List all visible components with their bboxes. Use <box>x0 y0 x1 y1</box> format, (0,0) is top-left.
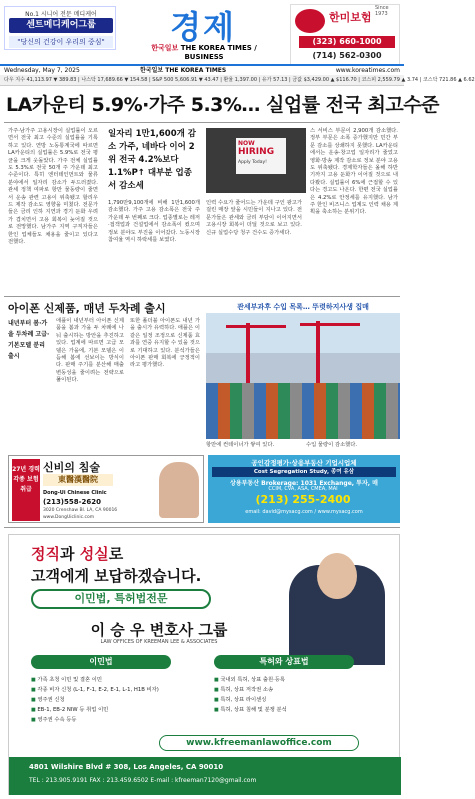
list-item: ■ 각종 비자 신청 (L-1, F-1, E-2, E-1, L-1, H1B 비자) <box>31 685 201 695</box>
immigration-list <box>31 675 201 725</box>
ad-line-1: 공인감정평가·상용부동산 기업시업체 <box>251 459 357 467</box>
appraisal-ad[interactable] <box>208 455 400 523</box>
port-photo <box>206 313 400 439</box>
clinic-name: Dong-Ui Chinese Clinic <box>43 490 107 496</box>
crane-icon <box>316 321 320 383</box>
dateline <box>0 64 404 75</box>
list-item: ■ 특허, 상표 침해 및 분쟁 분석 <box>214 705 384 715</box>
port-photo-caption: 관세부과후 수입 목록… 뚜렷하지사생 집매 <box>237 303 369 311</box>
paper-subtitle <box>142 43 266 61</box>
lawyer-portrait <box>289 565 385 665</box>
port-note-1: 항만에 컨테이너가 쌓여 있다. <box>206 442 275 448</box>
containers <box>206 383 400 439</box>
top-left-ad[interactable] <box>4 6 116 50</box>
hiring-sign-photo <box>206 128 306 193</box>
firm-name: 이 승 우 변호사 그룹 <box>90 621 228 639</box>
ad-badge: 27년 경력 각종 보험 취급 <box>12 459 40 521</box>
firm-address: 4801 Wilshire Blvd # 308, Los Angeles, CA 90010 <box>29 763 224 771</box>
ad-line-3: 상용부동산 Brokerage: 1031 Exchange, 투자, 매 <box>230 480 378 487</box>
section-logo: 경제 <box>170 8 236 46</box>
ad-slogan-1: 정직과 성실로 <box>31 545 124 563</box>
sign-line-1: NOW <box>238 140 255 147</box>
article-column-4: 스 서비스 부문이 2,900개 감소했다. 정부 부문은 소폭 증가했지만 민간 부문 감소를 상쇄하지 못했다. LA카운티에서는 운송·창고업 일자리가 줄었고 영화·방송 제작 감소로 정보 분야 고용도 위축됐다. 경제학자들은 올해 하반기까지 고용 둔화가 이어질 것으로 내다봤다. 실업률이 6%에 근접할 수 있다는 경고도 나온다. 한편 전국 실업률은 4.2%로 안정세를 유지했다. 남가주 한인 비즈니스 업계도 인력 채용 계획을 축소하는 분위기다. <box>310 128 398 216</box>
port-note-2: 수입 물량이 감소했다. <box>306 442 358 448</box>
sign-line-3: Apply Today! <box>238 160 267 165</box>
list-item: ■ 가족 초청 이민 및 결혼 이민 <box>31 675 201 685</box>
ad-phone: (213) 255-2400 <box>255 493 351 506</box>
ad-contact: email: david@mysacg.com / www.mysacg.com <box>245 509 363 515</box>
ad-slogan-2: 고객에게 보답하겠습니다. <box>31 567 202 585</box>
ad-line-2: Cost Segregation Study, 종여 유삼 <box>212 467 396 477</box>
divider <box>4 296 400 297</box>
sign-line-2: HIRING <box>238 147 275 157</box>
list-item: ■ 영주권 신청 <box>31 695 201 705</box>
patent-header: 특허와 상표법 <box>214 655 354 669</box>
market-ticker: 다우 지수 41,113.97 ▼ 389.83 | 나스닥 17,689.66 ▼ 154.58 | S&P 500 5,606.91 ▼ 43.47 | 환율 1,397.00 | 유가 57.13 | 금값 $3,429.00 ▲ $116.70 | 코스피 2,559.79 ▲ 3.74 | 코스닥 721.86 ▲ 6.62 <box>0 75 404 86</box>
clinic-address: 3020 Crenshaw Bl. LA, CA 90016 <box>43 508 118 513</box>
article-column-3: 인력 수요가 줄어드는 가운데 구인 광고가 걸린 매장 앞을 시민들이 지나고 있다. 전문가들은 관세와 금리 부담이 이어지면서 고용시장 회복이 더딜 것으로 보고 있다. 신규 실업수당 청구 건수도 증가세다. <box>206 200 302 236</box>
list-item: ■ EB-1, EB-2 NIW 등 취업 이민 <box>31 705 201 715</box>
pull-quote: 일자리 1만1,600개 감소 가주, 네바다 이어 2위 전국 4.2%보다 1.1%P↑ 대부분 업종서 감소세 <box>108 129 196 191</box>
crane-icon <box>246 323 250 383</box>
doctor-portrait <box>159 462 199 518</box>
ad-tag: 東醫漢醫院 <box>43 474 113 486</box>
website-url[interactable]: www.koreatimes.com <box>335 67 400 74</box>
acupuncture-ad[interactable] <box>8 455 204 523</box>
patent-list <box>214 675 384 715</box>
immigration-header: 이민법 <box>31 655 171 669</box>
ad-tagline: No.1 시니어 전문 메디케어 <box>25 11 97 18</box>
insurance-name: 한미보험 <box>329 11 372 24</box>
insurance-phone-1: (323) 660-1000 <box>299 36 395 48</box>
ad-brand: 센트메디케어그룹 <box>9 18 113 33</box>
main-headline: LA카운티 5.9%·가주 5.3%… 실업률 전국 최고수준 <box>6 94 439 116</box>
divider <box>4 122 400 123</box>
law-office-ad[interactable] <box>8 534 400 795</box>
paper-korean-name: 한국일보 <box>151 44 179 52</box>
clinic-phone: (213)558-2620 <box>43 498 102 506</box>
publication-name: 한국일보 THE KOREA TIMES <box>140 67 227 74</box>
insurance-since: Since 1973 <box>375 5 389 17</box>
insurance-logo-icon <box>295 9 325 33</box>
clinic-web: www.DongUiclinic.com <box>43 515 95 520</box>
article-column-2: 1,790만9,100개에 비해 1만1,600개 감소했다. 가주 고용 감소폭은 전국 주 가운데 두 번째로 크다. 업종별로는 레저·접객업과 건설업에서 감소폭이 컸으며 정보 분야도 부진을 이어갔다. 노동시장 참여율 역시 하락세를 보였다. <box>108 200 200 244</box>
specialty-tag: 이민법, 특허법전문 <box>31 589 211 609</box>
firm-contact: TEL : 213.905.9191 FAX : 213.459.6502 E-mail : kfreeman7120@gmail.com <box>29 777 257 784</box>
firm-contact-bar <box>9 757 401 795</box>
ad-slogan: "당신의 건강이 우리의 중심" <box>9 36 113 48</box>
list-item: ■ 특허, 상표 라이센싱 <box>214 695 384 705</box>
divider <box>4 527 400 528</box>
issue-date: Wednesday, May 7, 2025 <box>4 67 80 74</box>
paper-english-name: THE KOREA TIMES / BUSINESS <box>180 44 257 61</box>
firm-english-name: LAW OFFICES OF KREEMAN LEE & ASSOCIATES <box>100 639 218 645</box>
firm-website[interactable]: www.kfreemanlawoffice.com <box>159 735 359 751</box>
hiring-sign <box>236 138 286 174</box>
iphone-column-2: 또한 폴더블 아이폰도 내년 가을 출시가 유력하다. 애플은 이 같은 일정 조정으로 신제품 효과를 연중 유지할 수 있을 것으로 기대하고 있다. 분석가들은 아이폰 판매 회복에 긍정적이라고 평가했다. <box>130 318 200 369</box>
insurance-phone-2: (714) 562-0300 <box>312 51 382 60</box>
ad-credentials: CCIM, CVA, ASA, CMEA, MAI <box>268 486 338 492</box>
iphone-headline: 아이폰 신제품, 매년 두차례 출시 <box>8 302 166 315</box>
top-right-ad[interactable] <box>290 4 400 66</box>
article-column-1: 가주·남가주 고용시장이 실업률이 오르면서 전국 최고 수준의 실업률을 기록하고 있다. 연방 노동통계국에 따르면 LA카운티의 실업률은 5.9%로 전국 평균을 크게 웃돌았다. 가주 전체 실업률도 5.3%로 전국 50개 주 가운데 최고 수준이다. 특히 엔터테인먼트와 물류 분야에서 일자리 감소가 두드러졌다. 관세 정책 여파로 항만 물동량이 줄면서 운송 관련 고용이 위축됐고 할리우드 제작 감소도 영향을 미쳤다. 전문가들은 금리 인하 지연과 경기 둔화 우려가 겹치면서 고용 회복이 늦어질 것으로 전망했다. 남가주 지역 구직자들은 한인 업체들도 채용을 줄이고 있다고 전했다. <box>8 128 98 246</box>
iphone-subhead: 내년부터 봄·가을 두차례 고급·기본모델 분리 출시 <box>8 320 50 360</box>
iphone-column-1: 애플이 내년부터 아이폰 신제품을 봄과 가을 두 차례에 나눠 출시하는 방안을 추진하고 있다. 업계에 따르면 고급 모델은 가을에, 기본 모델은 이듬해 봄에 선보이는 방식이다. 판매 주기를 분산해 매출 변동성을 줄이려는 전략으로 풀이된다. <box>56 318 124 384</box>
ad-title: 신비의 침술 <box>43 461 100 474</box>
list-item: ■ 영주권 수속 등등 <box>31 715 201 725</box>
list-item: ■ 특허, 상표 저작권 소송 <box>214 685 384 695</box>
list-item: ■ 국내외 특허, 상표 출원·등록 <box>214 675 384 685</box>
